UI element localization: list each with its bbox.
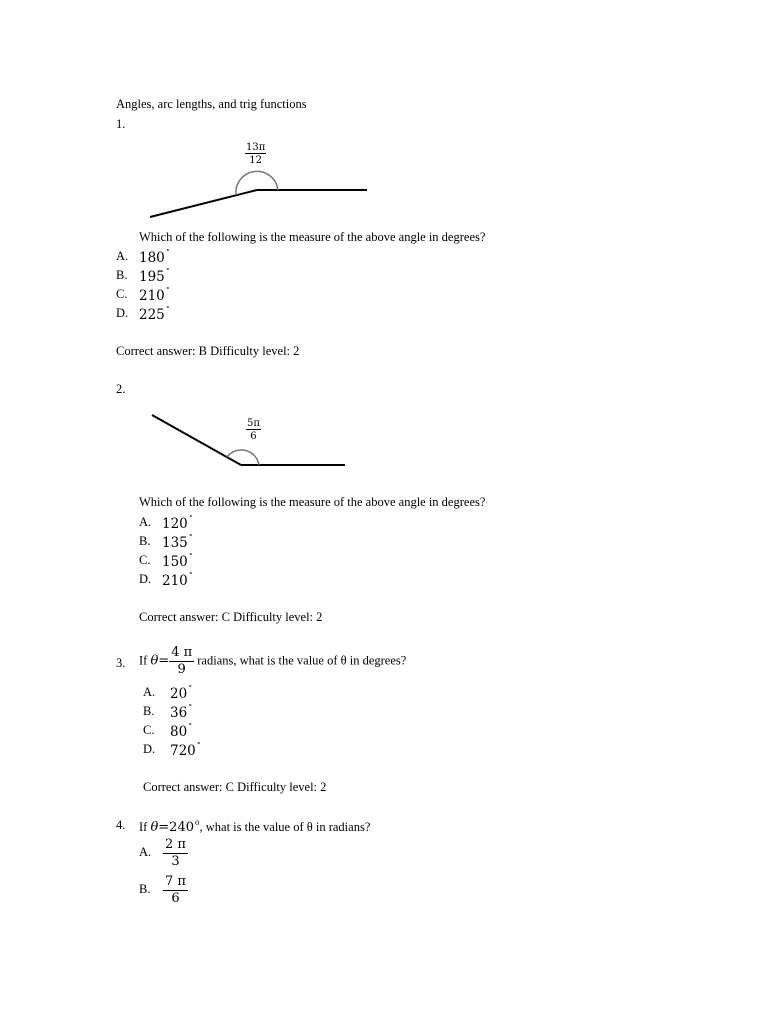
question-2-answer: Correct answer: C Difficulty level: 2	[139, 610, 323, 624]
degree-symbol: ˚	[188, 572, 193, 581]
question-4-option-a-fraction: $\frac{2 \pi}{3}$	[165, 837, 186, 870]
angle-label-denominator: 12	[249, 155, 263, 166]
degree-symbol: ˚	[165, 249, 170, 258]
angle-2-arc	[227, 450, 259, 465]
question-3-option-d: D. 720˚	[143, 742, 201, 759]
question-1-option-a: A. 180˚	[116, 249, 170, 266]
question-2-number: 2.	[116, 382, 126, 396]
question-2-option-a: A. 120˚	[139, 515, 193, 532]
theta-fraction: $\frac{4 \pi}{9}$	[171, 645, 193, 678]
page-title: Angles, arc lengths, and trig functions	[116, 97, 307, 111]
degree-symbol: ˚	[165, 287, 170, 296]
question-2-option-b: B. 135˚	[139, 534, 193, 551]
question-4-option-a-letter: A.	[139, 845, 152, 859]
degree-symbol: ˚	[188, 534, 193, 543]
angle-label-numerator: 5π	[247, 418, 260, 429]
question-4-number: 4.	[116, 818, 126, 832]
degree-symbol: ˚	[188, 685, 193, 694]
degree-symbol: ˚	[165, 306, 170, 315]
question-2-option-c: C. 150˚	[139, 553, 193, 570]
question-1-number: 1.	[116, 117, 126, 131]
question-4-stem: If $\theta=240^o$, what is the value of θ in radians?	[139, 817, 371, 835]
question-2-option-d: D. 210˚	[139, 572, 193, 589]
question-1-answer: Correct answer: B Difficulty level: 2	[116, 344, 300, 358]
degree-symbol: ˚	[188, 515, 193, 524]
degree-symbol: ˚	[165, 268, 170, 277]
question-1-option-b: B. 195˚	[116, 268, 170, 285]
question-3-option-b: B. 36˚	[143, 704, 193, 721]
question-3-option-c: C. 80˚	[143, 723, 193, 740]
degree-symbol: ˚	[188, 553, 193, 562]
question-1-prompt: Which of the following is the measure of the above angle in degrees?	[139, 230, 486, 244]
question-3-answer: Correct answer: C Difficulty level: 2	[143, 780, 327, 794]
question-1-option-d: D. 225˚	[116, 306, 170, 323]
question-1-option-c: C. 210˚	[116, 287, 170, 304]
question-2-prompt: Which of the following is the measure of the above angle in degrees?	[139, 495, 486, 509]
degree-symbol: ˚	[188, 704, 193, 713]
question-3-stem: If θ= $\frac{4 \pi}{9}$ radians, what is the value of θ in degrees?	[139, 645, 407, 678]
degree-symbol: ˚	[188, 723, 193, 732]
angle-label-denominator: 6	[250, 431, 257, 442]
degree-superscript: o	[195, 817, 200, 827]
degree-symbol: ˚	[196, 742, 201, 751]
question-3-number: 3.	[116, 656, 126, 670]
theta-symbol: θ	[150, 653, 159, 669]
theta-symbol: θ	[150, 820, 159, 835]
question-4-option-b-fraction: $\frac{7 \pi}{6}$	[165, 874, 186, 907]
angle-2-terminal-ray	[152, 415, 241, 465]
question-4-option-b-letter: B.	[139, 882, 151, 896]
question-3-option-a: A. 20˚	[143, 685, 193, 702]
angle-label-numerator: 13π	[246, 142, 266, 153]
